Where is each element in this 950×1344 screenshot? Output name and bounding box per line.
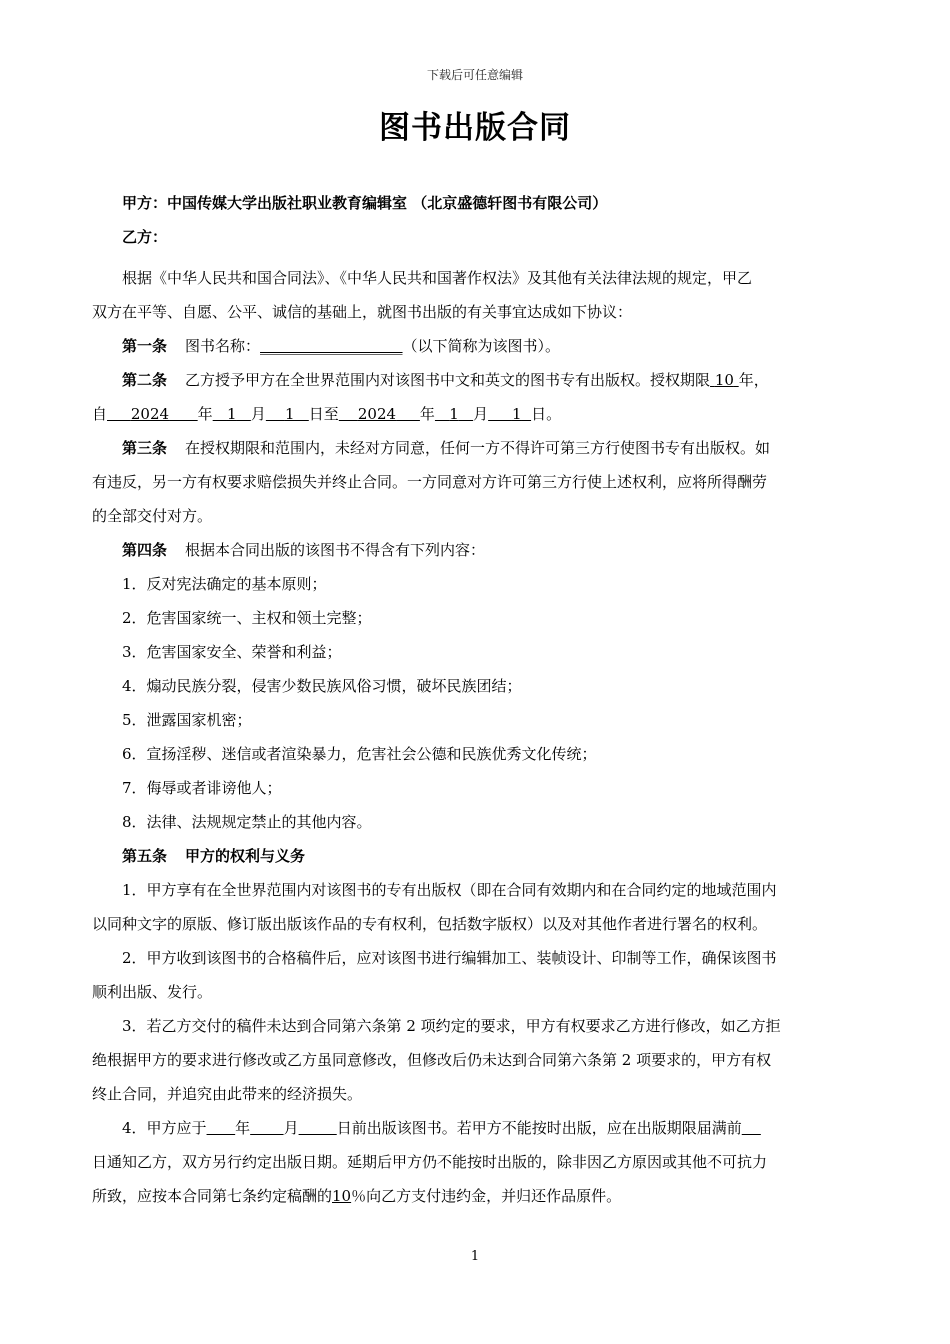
page-header: 下载后可任意编辑 (426, 68, 523, 82)
from-label: 自 (92, 405, 108, 423)
article-5-title: 甲方的权利与义务 (185, 847, 306, 865)
year-char: 年 (197, 405, 213, 423)
start-year: 2024 (130, 405, 170, 423)
p4-text-a: 4．甲方应于 (122, 1119, 207, 1137)
start-day: 1 (284, 405, 295, 423)
penalty-percent: 10 (332, 1187, 352, 1205)
article-5-p3-line-2: 绝根据甲方的要求进行修改或乙方虽同意修改，但修改后仍未达到合同第六条第 2 项要求的，甲方有权 (92, 1051, 772, 1069)
p4-month-char: 月 (283, 1119, 299, 1137)
p4-year-char: 年 (235, 1119, 251, 1137)
list-item: 4．煽动民族分裂，侵害少数民族风俗习惯，破坏民族团结； (122, 677, 522, 695)
publish-month-blank (250, 1119, 283, 1137)
years-unit: 年， (738, 371, 769, 389)
month-char-2: 月 (473, 405, 489, 423)
year-char-2: 年 (419, 405, 435, 423)
book-name-blank: ___________________ (260, 337, 403, 355)
party-b: 乙方： (122, 228, 168, 246)
start-month: 1 (226, 405, 237, 423)
article-5-p4-line-3 (92, 1179, 858, 1213)
article-3-line-2: 有违反，另一方有权要求赔偿损失并终止合同。一方同意对方许可第三方行使上述权利，应将所得酬劳 (92, 473, 768, 491)
article-5-p3-line-3: 终止合同，并追究由此带来的经济损失。 (92, 1085, 363, 1103)
end-day: 1 (511, 405, 522, 423)
list-item: 1．反对宪法确定的基本原则； (122, 575, 327, 593)
article-5-p3-line-1: 3．若乙方交付的稿件未达到合同第六条第 2 项约定的要求，甲方有权要求乙方进行修改，如乙方拒 (122, 1017, 781, 1035)
preamble-line-1: 根据《中华人民共和国合同法》、《中华人民共和国著作权法》及其他有关法律法规的规定，甲乙 (122, 269, 753, 287)
term-years: 10 (714, 371, 734, 389)
article-2-label: 第二条 (122, 371, 168, 389)
p4-line3-a: 所致，应按本合同第七条约定稿酬的 (92, 1187, 333, 1205)
article-3-text-1: 在授权期限和范围内，未经对方同意，任何一方不得许可第三方行使图书专有出版权。如 (185, 439, 771, 457)
article-1-tail: （以下简称为该图书）。 (402, 337, 561, 355)
notice-days-blank (742, 1119, 761, 1137)
p4-line3-b: ％向乙方支付违约金，并归还作品原件。 (351, 1187, 622, 1205)
article-5-p2-line-2: 顺利出版、发行。 (92, 983, 213, 1001)
article-5-p4-line-2: 日通知乙方，双方另行约定出版日期。延期后甲方仍不能按时出版的，除非因乙方原因或其他不可抗力 (92, 1153, 768, 1171)
article-5-label: 第五条 (122, 847, 168, 865)
to-label: 日至 (308, 405, 339, 423)
article-3-label: 第三条 (122, 439, 168, 457)
page-number: 1 (470, 1249, 480, 1264)
list-item: 7．侮辱或者诽谤他人； (122, 779, 282, 797)
article-4-text: 根据本合同出版的该图书不得含有下列内容： (185, 541, 486, 559)
article-2-line-2 (92, 397, 858, 431)
end-month: 1 (449, 405, 459, 423)
article-4 (92, 533, 858, 567)
month-char: 月 (250, 405, 266, 423)
publish-day-blank (299, 1119, 337, 1137)
list-item: 2．危害国家统一、主权和领土完整； (122, 609, 372, 627)
document-title: 图书出版合同 (379, 110, 571, 146)
list-item: 5．泄露国家机密； (122, 711, 252, 729)
article-5-p1-line-1: 1．甲方享有在全世界范围内对该图书的专有出版权（即在合同有效期内和在合同约定的地域范围内 (122, 881, 777, 899)
article-5-p1-line-2: 以同种文字的原版、修订版出版该作品的专有权利，包括数字版权）以及对其他作者进行署名的权利。 (92, 915, 768, 933)
p4-text-d: 日前出版该图书。若甲方不能按时出版，应在出版期限届满前 (336, 1119, 742, 1137)
article-1-label: 第一条 (122, 337, 168, 355)
article-4-label: 第四条 (122, 541, 168, 559)
list-item: 3．危害国家安全、荣誉和利益； (122, 643, 342, 661)
end-year: 2024 (357, 405, 397, 423)
article-5-heading (92, 839, 858, 873)
article-1-text: 图书名称： (185, 337, 261, 355)
article-5-p2-line-1: 2．甲方收到该图书的合格稿件后，应对该图书进行编辑加工、装帧设计、印制等工作，确保该图书 (122, 949, 777, 967)
article-3-line-1 (92, 431, 858, 465)
preamble-line-2: 双方在平等、自愿、公平、诚信的基础上，就图书出版的有关事宜达成如下协议： (92, 303, 633, 321)
publish-year-blank (207, 1119, 236, 1137)
contract-body (92, 186, 858, 1213)
article-2-text: 乙方授予甲方在全世界范围内对该图书中文和英文的图书专有出版权。授权期限 (185, 371, 711, 389)
article-3-line-3: 的全部交付对方。 (92, 507, 213, 525)
article-5-p4-line-1 (92, 1111, 858, 1145)
list-item: 8．法律、法规规定禁止的其他内容。 (122, 813, 372, 831)
article-1 (92, 329, 858, 363)
list-item: 6．宣扬淫秽、迷信或者渲染暴力，危害社会公德和民族优秀文化传统； (122, 745, 597, 763)
article-2-line-1 (92, 363, 858, 397)
party-a: 甲方：中国传媒大学出版社职业教育编辑室 （北京盛德轩图书有限公司） (122, 194, 608, 212)
day-char: 日。 (531, 405, 562, 423)
